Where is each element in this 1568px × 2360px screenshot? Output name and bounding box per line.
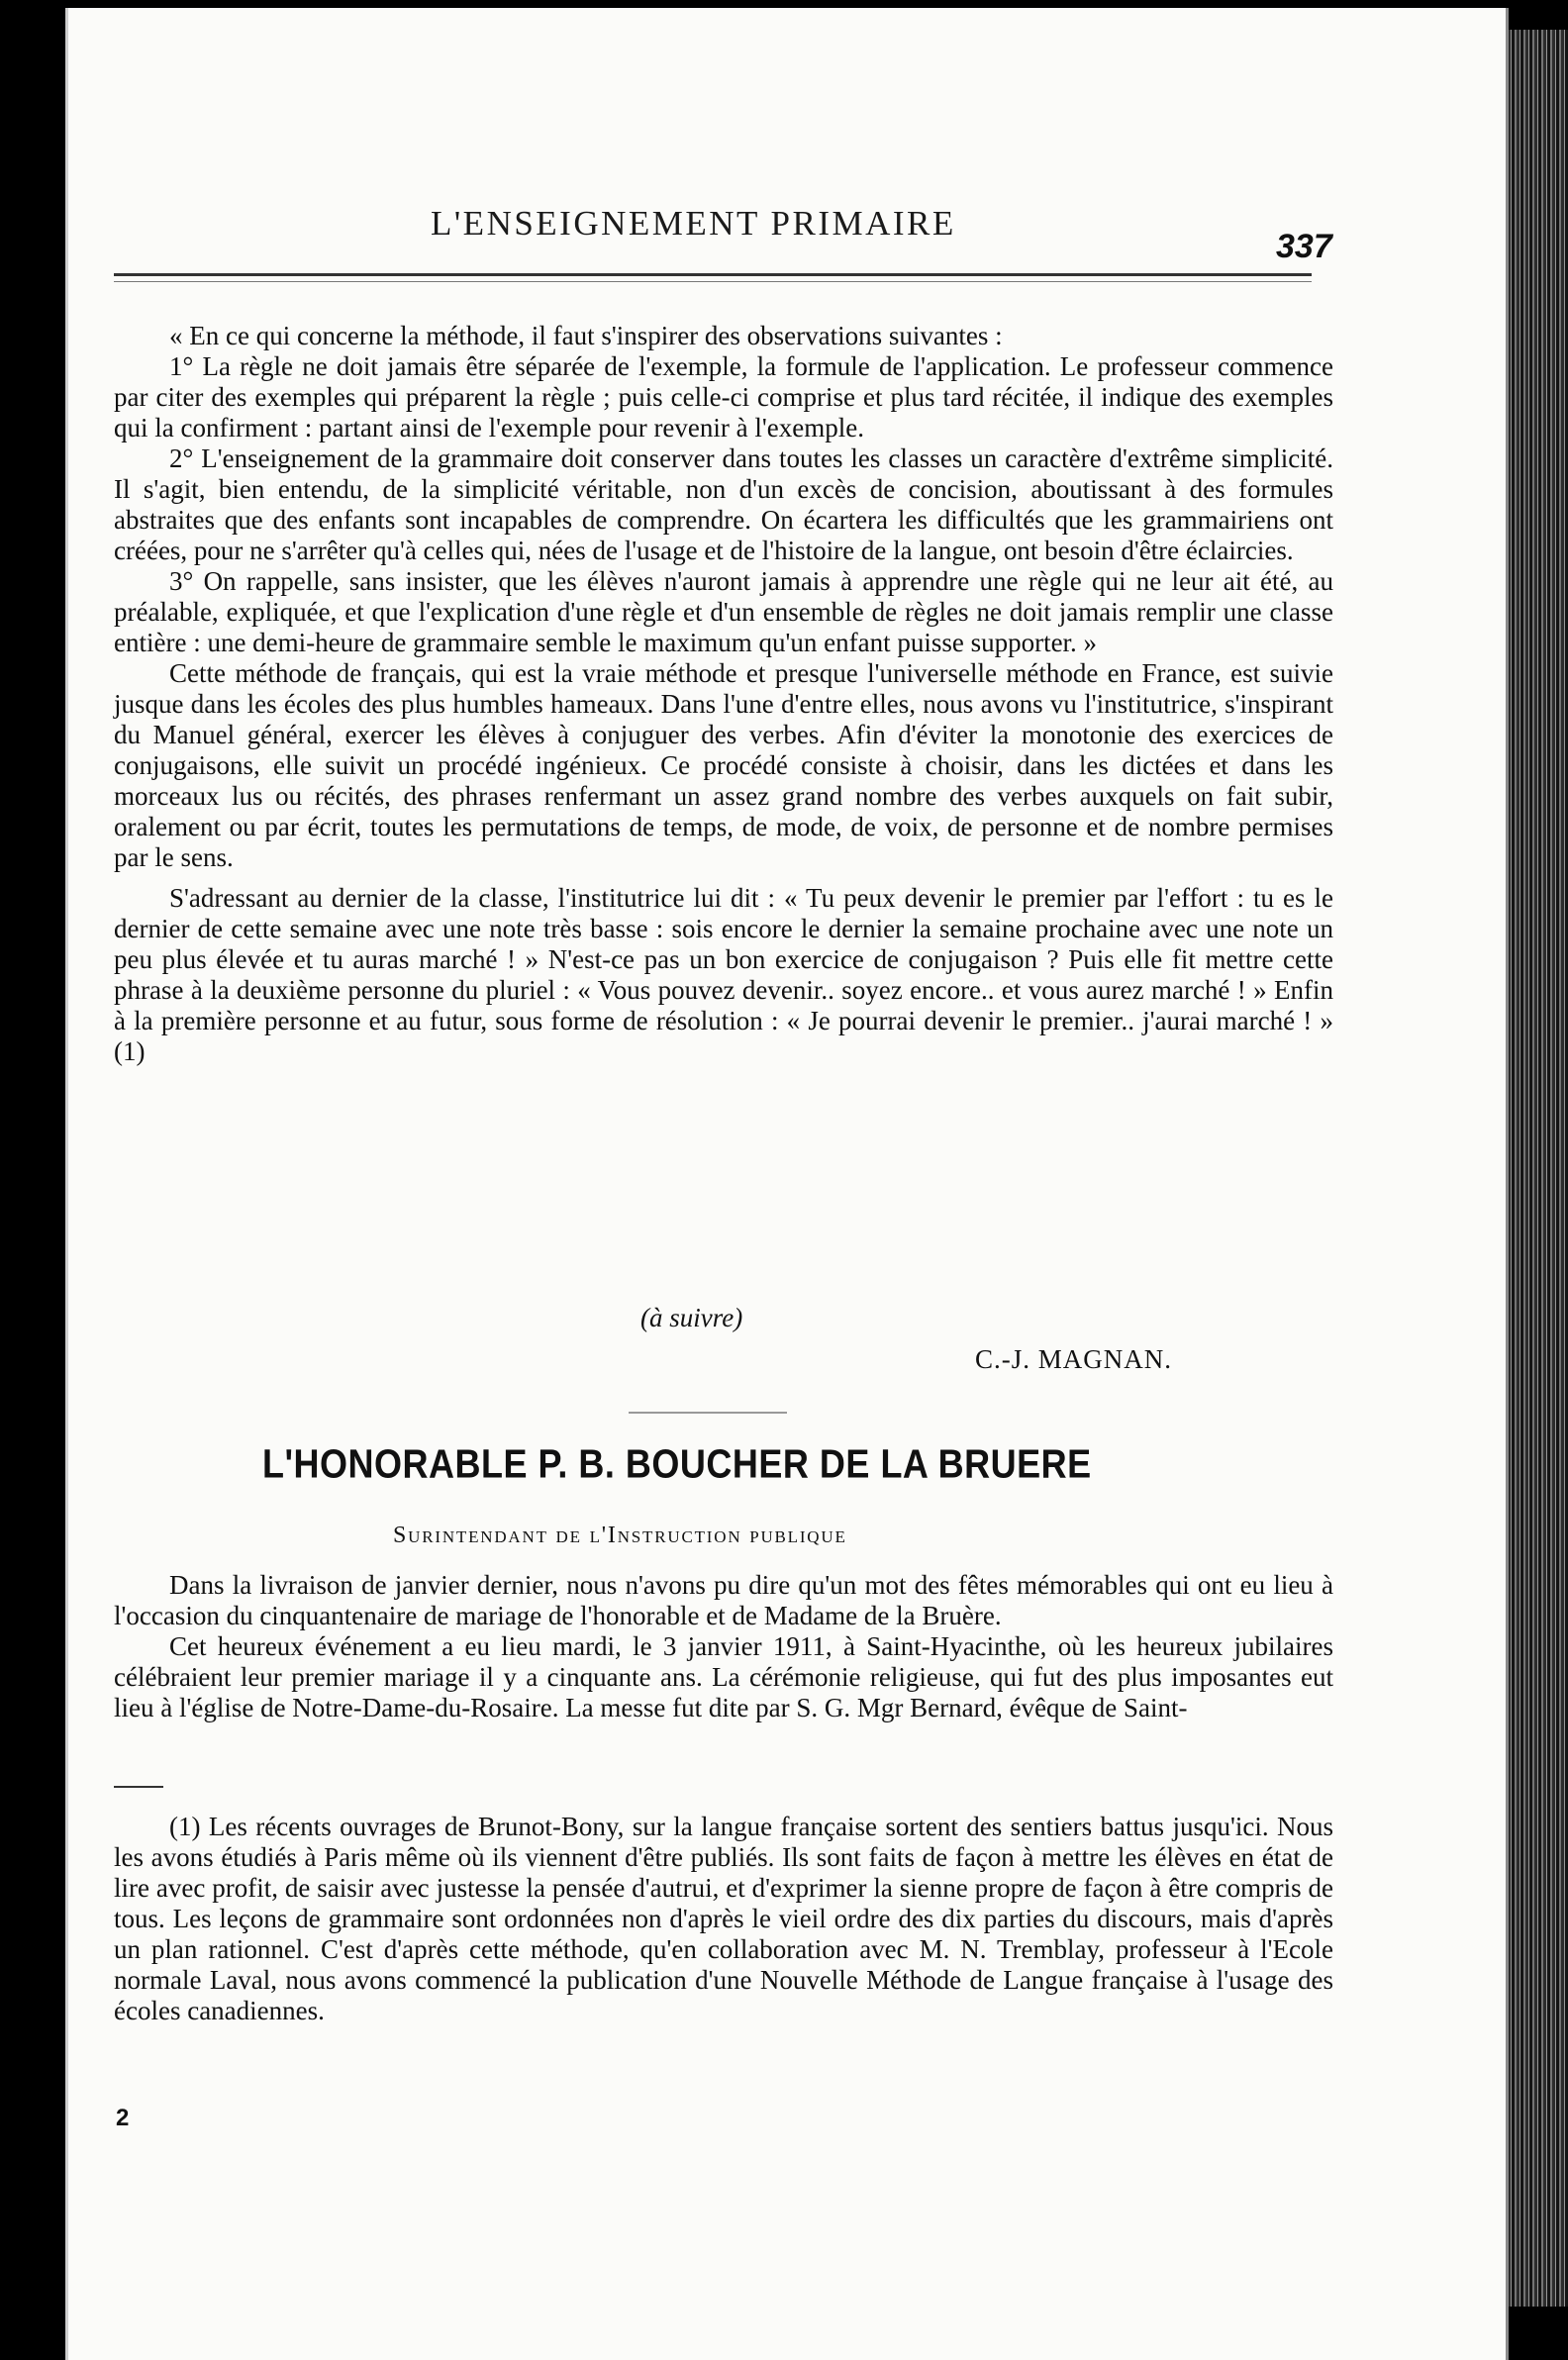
book-page <box>65 8 1509 2360</box>
article-body-2 <box>114 1570 1333 1723</box>
paragraph: 1° La règle ne doit jamais être séparée de l'exemple, la formule de l'application. Le professeur commence par citer des exemples qui préparent la règle ; puis celle-ci comprise et plus tard récitée, il indique des exemples qui la confirment : partant ainsi de l'exemple pour revenir à l'exemple. <box>114 351 1333 442</box>
author-signature: C.-J. MAGNAN. <box>975 1344 1173 1374</box>
article-subtitle: Surintendant de l'Instruction publique <box>393 1523 847 1548</box>
paragraph: Cet heureux événement a eu lieu mardi, le 3 janvier 1911, à Saint-Hyacinthe, où les heureux jubilaires célébraient leur premier mariage il y a cinquante ans. La cérémonie religieuse, qui fut des plus imposantes eut lieu à l'église de Notre-Dame-du-Rosaire. La messe fut dite par S. G. Mgr Bernard, évêque de Saint- <box>114 1631 1333 1722</box>
section-divider <box>629 1412 787 1414</box>
running-header: L'ENSEIGNEMENT PRIMAIRE <box>431 204 956 243</box>
paragraph: Cette méthode de français, qui est la vraie méthode et presque l'universelle méthode en France, est suivie jusque dans les écoles des plus humbles hameaux. Dans l'une d'entre elles, nous avons vu l'institutrice, s'inspirant du Manuel général, exercer les élèves à conjuguer des verbes. Afin d'éviter la monotonie des exercices de conjugaisons, elle suivit un procédé ingénieux. Ce procédé consiste à choisir, dans les dictées et dans les morceaux lus ou récités, des phrases renfermant un assez grand nombre des verbes auxquels on fait subir, oralement ou par écrit, toutes les permutations de temps, de mode, de voix, de personne et de nombre permises par le sens. <box>114 658 1333 872</box>
page-edge <box>1503 30 1568 2307</box>
paragraph: Dans la livraison de janvier dernier, nous n'avons pu dire qu'un mot des fêtes mémorables qui ont eu lieu à l'occasion du cinquantenaire de mariage de l'honorable et de Madame de la Bruère. <box>114 1570 1333 1630</box>
footnote <box>114 1812 1333 2026</box>
signature-mark: 2 <box>116 2105 130 2131</box>
paragraph: S'adressant au dernier de la classe, l'institutrice lui dit : « Tu peux devenir le premier par l'effort : tu es le dernier de cette semaine avec une note très basse : sois encore le dernier la semaine prochaine avec une note un peu plus élevée et tu auras marché ! » N'est-ce pas un bon exercice de conjugaison ? Puis elle fit mettre cette phrase à la deuxième personne du pluriel : « Vous pouvez devenir.. soyez encore.. et vous aurez marché ! » Enfin à la première personne et au futur, sous forme de résolution : « Je pourrai devenir le premier.. j'aurai marché ! » (1) <box>114 883 1333 1066</box>
header-rule <box>114 273 1312 276</box>
paragraph: 3° On rappelle, sans insister, que les élèves n'auront jamais à apprendre une règle qui ne leur ait été, au préalable, expliquée, et que l'explication d'une règle et d'un ensemble de règles ne doit jamais remplir une classe entière : une demi-heure de grammaire semble le maximum qu'un enfant puisse supporter. » <box>114 566 1333 657</box>
paragraph: « En ce qui concerne la méthode, il faut s'inspirer des observations suivantes : <box>169 321 1003 350</box>
footnote-text: (1) Les récents ouvrages de Brunot-Bony, sur la langue française sortent des sentiers battus jusqu'ici. Nous les avons étudiés à Paris même où ils viennent d'être publiés. Ils sont faits de façon à mettre les élèves en état de lire avec profit, de saisir avec justesse la pensée d'autrui, et d'exprimer la sienne propre de façon à être compris de tous. Les leçons de grammaire sont ordonnées non d'après le vieil ordre des dix parties du discours, mais d'après un plan rationnel. C'est d'après cette méthode, qu'en collaboration avec M. N. Tremblay, professeur à l'Ecole normale Laval, nous avons commencé la publication d'une Nouvelle Méthode de Langue française à l'usage des écoles canadiennes. <box>114 1812 1333 2025</box>
to-follow-note: (à suivre) <box>640 1303 743 1332</box>
article-body <box>114 321 1333 1067</box>
page-number: 337 <box>1276 228 1332 265</box>
header-rule-thin <box>114 281 1312 282</box>
footnote-rule <box>114 1786 163 1788</box>
paragraph: 2° L'enseignement de la grammaire doit conserver dans toutes les classes un caractère d'extrême simplicité. Il s'agit, bien entendu, de la simplicité véritable, non d'un excès de concision, aboutissant à des formules abstraites que des enfants sont incapables de comprendre. On écartera les difficultés que les grammairiens ont créées, pour ne s'arrêter qu'à celles qui, nées de l'usage et de l'histoire de la langue, ont besoin d'être éclaircies. <box>114 443 1333 565</box>
article-title: L'HONORABLE P. B. BOUCHER DE LA BRUERE <box>262 1440 1092 1487</box>
